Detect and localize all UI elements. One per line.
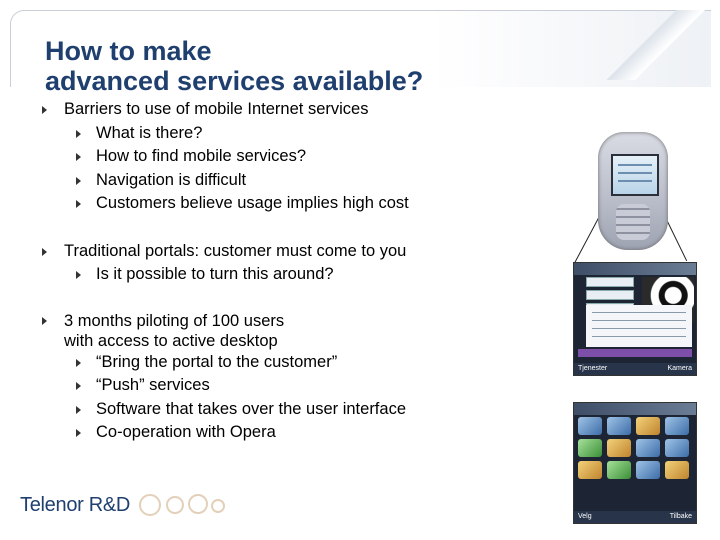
menu-grid-screenshot bbox=[573, 402, 697, 524]
softkey-left: Velg bbox=[578, 513, 592, 520]
bullet-portals: Traditional portals: customer must come to you bbox=[40, 240, 470, 264]
app-icon-grid bbox=[578, 417, 691, 479]
app-icon bbox=[636, 461, 660, 479]
phone-keypad bbox=[616, 204, 650, 240]
softkey-right: Kamera bbox=[667, 365, 692, 372]
news-panel bbox=[586, 305, 692, 347]
bullet-pilot-line-1: 3 months piloting of 100 users bbox=[64, 311, 285, 330]
softkey-right: Tilbake bbox=[669, 513, 692, 520]
softkey-left: Tjenester bbox=[578, 365, 608, 372]
telenor-logo: Telenor R&D bbox=[20, 494, 131, 516]
app-icon bbox=[578, 461, 602, 479]
logo-decoration bbox=[130, 490, 230, 520]
active-desktop-screenshot bbox=[573, 262, 697, 376]
bullet-list bbox=[40, 98, 470, 445]
app-icon bbox=[636, 439, 660, 457]
sub-bullet: Is it possible to turn this around? bbox=[40, 263, 470, 287]
title-line-1: How to make bbox=[45, 36, 212, 66]
promo-banner bbox=[578, 349, 692, 357]
app-icon bbox=[665, 417, 689, 435]
title-line-2: advanced services available? bbox=[45, 66, 424, 96]
slide-title bbox=[45, 36, 423, 96]
bullet-pilot-line-2: with access to active desktop bbox=[64, 331, 278, 350]
phone-screen bbox=[611, 154, 659, 196]
app-icon bbox=[607, 439, 631, 457]
app-icon bbox=[665, 439, 689, 457]
app-icon bbox=[578, 417, 602, 435]
app-icon bbox=[607, 417, 631, 435]
app-icon bbox=[665, 461, 689, 479]
screen-status-bar bbox=[574, 263, 696, 275]
app-icon bbox=[578, 439, 602, 457]
sub-bullet: How to find mobile services? bbox=[40, 145, 470, 169]
sub-bullet: What is there? bbox=[40, 122, 470, 146]
bullet-barriers: Barriers to use of mobile Internet services bbox=[40, 98, 470, 122]
title-frame-swoosh bbox=[590, 10, 710, 80]
screen-softkeys bbox=[574, 511, 696, 523]
sub-bullet: Co-operation with Opera bbox=[40, 421, 470, 445]
bullet-pilot bbox=[40, 311, 470, 351]
sub-bullet: Software that takes over the user interface bbox=[40, 398, 470, 422]
sub-bullet: Navigation is difficult bbox=[40, 169, 470, 193]
screen-status-bar bbox=[574, 403, 696, 415]
sub-bullet: “Push” services bbox=[40, 374, 470, 398]
sub-bullet: Customers believe usage implies high cost bbox=[40, 192, 470, 216]
app-icon bbox=[607, 461, 631, 479]
screen-softkeys bbox=[574, 363, 696, 375]
sub-bullet: “Bring the portal to the customer” bbox=[40, 351, 470, 375]
app-icon bbox=[636, 417, 660, 435]
mobile-phone-icon bbox=[598, 132, 668, 250]
